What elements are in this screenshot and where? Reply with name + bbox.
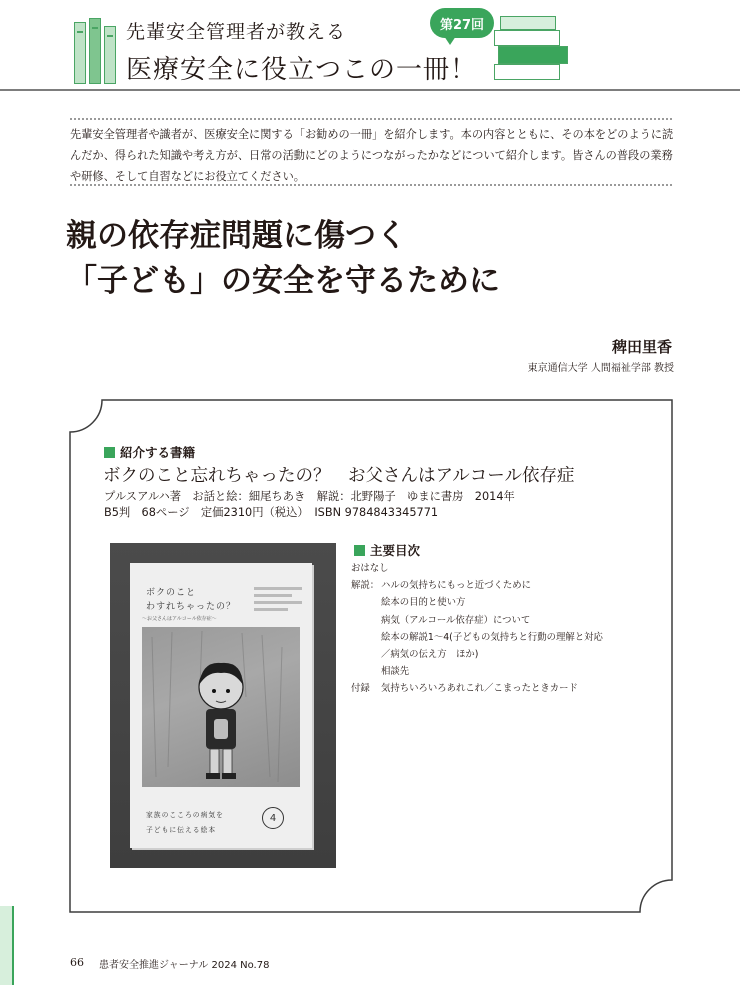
- toc-row-head: [351, 612, 381, 629]
- journal-name: 患者安全推進ジャーナル 2024 No.78: [99, 960, 270, 971]
- toc-row: [351, 612, 651, 629]
- toc-row-text: ／病気の伝え方 ほか): [381, 649, 479, 661]
- toc-row: [351, 560, 651, 577]
- intro-divider-top: [70, 118, 672, 120]
- article-title: [66, 214, 500, 304]
- toc-row-text: 病気（アルコール依存症）について: [381, 614, 531, 626]
- toc-row-head: [351, 663, 381, 680]
- toc-section-label-text: 主要目次: [370, 543, 421, 558]
- green-square-icon: [354, 545, 365, 556]
- author-affiliation: 東京通信大学 人間福祉学部 教授: [527, 363, 674, 374]
- cover-bottom-line1: 家族のこころの病気を: [146, 811, 224, 819]
- toc-row-text: おはなし: [351, 563, 389, 574]
- page-side-tab: [0, 906, 14, 985]
- toc-row-text: ハルの気持ちにもっと近づくために: [381, 580, 532, 592]
- toc-row-head: 付録: [351, 683, 370, 695]
- issue-badge: 第27回: [430, 8, 494, 38]
- intro-paragraph: 先輩安全管理者や識者が、医療安全に関する「お勧めの一冊」を紹介します。本の内容とともに、その本をどのように読んだか、得られた知識や考え方が、日常の活動にどのようにつながったかなどについて紹介します。皆さんの普段の業務や研修、そして自習などにお役立てください。: [70, 128, 674, 183]
- book-section-label: [104, 443, 195, 461]
- toc-row: [351, 594, 651, 611]
- toc-row-text: 絵本の目的と使い方: [381, 597, 466, 609]
- author-name: 稗田里香: [611, 338, 672, 356]
- toc-list: [351, 560, 651, 698]
- article-title-line1: 親の依存症問題に傷つく: [66, 218, 407, 254]
- books-standing-icon: [74, 14, 120, 84]
- book-cover-photo: [110, 543, 336, 868]
- toc-row: [351, 680, 651, 697]
- toc-row-head: 解説：: [351, 580, 380, 592]
- toc-row: [351, 663, 651, 680]
- toc-section-label: [354, 541, 420, 559]
- page-number: 66: [70, 956, 84, 969]
- child-illustration-icon: [142, 627, 300, 787]
- book-credits: プルスアルハ著 お話と絵：細尾ちあき 解説：北野陽子 ゆまに書房 2014年: [104, 490, 515, 503]
- header-divider: [0, 89, 740, 91]
- book-specs: B5判 68ページ 定価2310円（税込） ISBN 9784843345771: [104, 506, 439, 519]
- toc-row-text: 絵本の解説1～4(子どもの気持ちと行動の理解と対応: [381, 631, 603, 643]
- toc-row-head: [351, 646, 381, 663]
- cover-subtitle: ～お父さんはアルコール依存症～: [142, 616, 217, 622]
- article-title-line2: 「子ども」の安全を守るために: [66, 263, 500, 299]
- toc-row-head: [351, 594, 381, 611]
- cover-title-line1: ボクのこと: [146, 588, 197, 598]
- book-stack-icon: [494, 16, 574, 86]
- cover-side-text: [254, 583, 302, 615]
- toc-row: [351, 577, 651, 594]
- toc-row-text: 相談先: [381, 666, 410, 678]
- series-header: [0, 0, 740, 92]
- book-title: ボクのこと忘れちゃったの？ お父さんはアルコール依存症: [103, 466, 575, 486]
- green-square-icon: [104, 447, 115, 458]
- series-title-line1: 先輩安全管理者が教える: [126, 21, 347, 43]
- cover-bottom-line2: 子どもに伝える絵本: [146, 826, 217, 834]
- cover-illustration: [142, 627, 300, 787]
- book-cover: [130, 563, 312, 848]
- toc-row-text: 気持ちいろいろあれこれ／こまったときカード: [381, 683, 578, 695]
- toc-row-head: [351, 629, 381, 646]
- toc-row: [351, 646, 651, 663]
- cover-series-number: 4: [262, 807, 284, 829]
- series-title-line2: 医療安全に役立つこの一冊！: [126, 55, 478, 85]
- cover-title-line2: わすれちゃったの？: [146, 602, 237, 612]
- intro-divider-bottom: [70, 184, 672, 186]
- toc-row: [351, 629, 651, 646]
- book-section-label-text: 紹介する書籍: [120, 445, 196, 460]
